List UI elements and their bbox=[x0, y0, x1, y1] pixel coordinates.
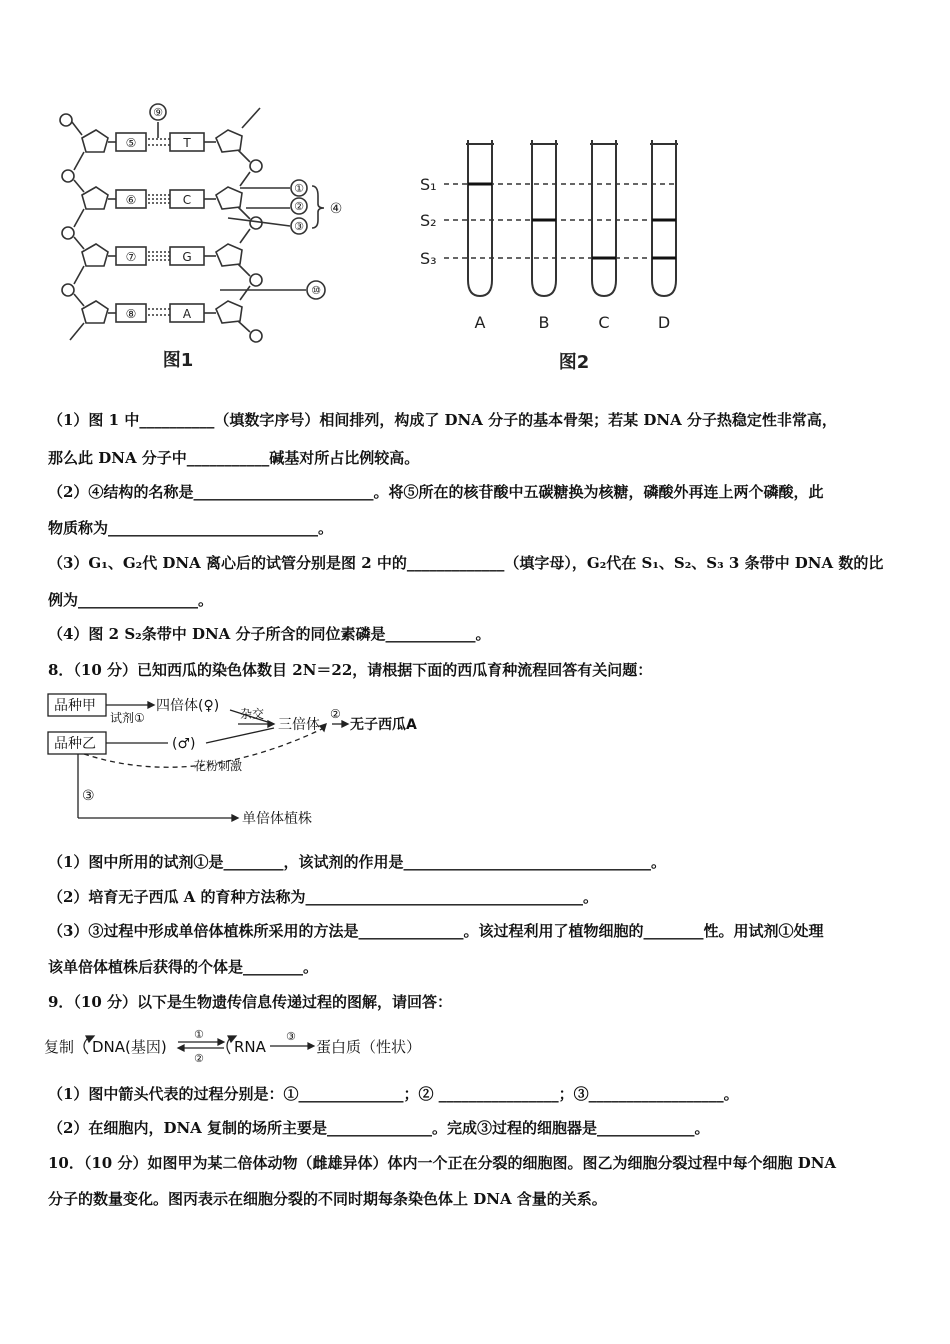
deoxyribose-pentagon bbox=[82, 130, 108, 152]
band-label-s2: S₂ bbox=[420, 211, 437, 230]
figure-2-centrifuge-tubes bbox=[410, 130, 700, 380]
q7-line-2: 那么此 DNA 分子中___________碱基对所占比例较高。 bbox=[48, 449, 420, 467]
process-1-label: ① bbox=[194, 1028, 204, 1041]
seedless-watermelon-label: 无子西瓜A bbox=[350, 717, 417, 733]
q10-line-2: 分子的数量变化。图丙表示在细胞分裂的不同时期每条染色体上 DNA 含量的关系。 bbox=[48, 1190, 607, 1208]
process-2-label: ② bbox=[194, 1052, 204, 1065]
process-3-label: ③ bbox=[286, 1030, 296, 1043]
q9-title: 9．（10 分）以下是生物遗传信息传递过程的图解，请回答： bbox=[48, 993, 453, 1011]
q9-central-dogma-diagram bbox=[44, 1026, 444, 1066]
label-1: ① bbox=[294, 182, 304, 195]
label-2: ② bbox=[294, 200, 304, 213]
tetraploid-label: 四倍体(♀) bbox=[156, 698, 220, 714]
q10-line-1: 10．（10 分）如图甲为某二倍体动物（雌雄异体）体内一个正在分裂的细胞图。图乙为细胞分裂过程中每个细胞 DNA bbox=[48, 1154, 837, 1172]
replication-label: 复制 bbox=[44, 1038, 75, 1056]
phosphate-circle bbox=[60, 114, 72, 126]
q9-line-2: （2）在细胞内，DNA 复制的场所主要是______________。完成③过程的细胞器是_____________。 bbox=[48, 1119, 710, 1137]
tube-C bbox=[592, 140, 616, 296]
tube-B bbox=[532, 140, 556, 296]
label-4: ④ bbox=[329, 201, 343, 217]
tube-D bbox=[652, 140, 676, 296]
step-2-label: ② bbox=[330, 707, 341, 721]
figure-2-caption: 图2 bbox=[558, 352, 590, 373]
base-label-6: ⑥ bbox=[125, 193, 137, 207]
q8-line-4: 该单倍体植株后获得的个体是________。 bbox=[48, 958, 319, 976]
q7-line-4: 物质称为____________________________。 bbox=[48, 519, 334, 537]
q8-line-2: （2）培育无子西瓜 A 的育种方法称为_____________________________________。 bbox=[48, 888, 599, 906]
base-T: T bbox=[183, 136, 191, 150]
base-A: A bbox=[182, 307, 192, 321]
triploid-label: 三倍体 bbox=[278, 717, 320, 733]
tube-label-B: B bbox=[538, 313, 550, 332]
cross-label: 杂交 bbox=[240, 707, 265, 721]
base-label-5: ⑤ bbox=[125, 136, 137, 150]
protein-trait-label: 蛋白质（性状） bbox=[316, 1038, 422, 1056]
box-variety-jia: 品种甲 bbox=[54, 698, 96, 714]
label-10: ⑩ bbox=[311, 284, 321, 297]
figure-1-dna-structure bbox=[50, 100, 360, 380]
base-label-8: ⑧ bbox=[125, 307, 137, 321]
tube-label-D: D bbox=[657, 313, 671, 332]
label-9: ⑨ bbox=[153, 106, 163, 119]
q7-line-7: （4）图 2 S₂条带中 DNA 分子所含的同位素磷是____________。 bbox=[48, 625, 491, 643]
pollen-stimulus-label: 花粉刺激 bbox=[194, 759, 243, 773]
base-label-7: ⑦ bbox=[125, 250, 137, 264]
tube-A bbox=[468, 140, 492, 296]
q7-line-5: （3）G₁、G₂代 DNA 离心后的试管分别是图 2 中的_____________（填字母），G₂代在 S₁、S₂、S₃ 3 条带中 DNA 数的比 bbox=[48, 554, 884, 572]
q7-line-6: 例为________________。 bbox=[48, 591, 214, 609]
rna-label: RNA bbox=[234, 1038, 266, 1056]
male-label: (♂) bbox=[172, 736, 196, 752]
reagent-label: 试剂① bbox=[110, 711, 145, 725]
band-label-s1: S₁ bbox=[420, 175, 437, 194]
band-label-s3: S₃ bbox=[420, 249, 437, 268]
q8-breeding-diagram bbox=[44, 690, 464, 830]
step-3-label: ③ bbox=[82, 788, 95, 804]
haploid-plant-label: 单倍体植株 bbox=[242, 811, 312, 827]
tube-label-C: C bbox=[598, 313, 610, 332]
label-3: ③ bbox=[294, 220, 304, 233]
tube-label-A: A bbox=[474, 313, 486, 332]
q7-line-3: （2）④结构的名称是________________________。将⑤所在的核苷酸中五碳糖换为核糖，磷酸外再连上两个磷酸，此 bbox=[48, 483, 824, 501]
q8-title: 8．（10 分）已知西瓜的染色体数目 2N＝22，请根据下面的西瓜育种流程回答有关问题： bbox=[48, 661, 653, 679]
base-C: C bbox=[182, 193, 192, 207]
box-variety-yi: 品种乙 bbox=[54, 736, 96, 752]
base-G: G bbox=[182, 250, 192, 264]
dna-gene-label: DNA(基因) bbox=[92, 1038, 167, 1056]
q9-line-1: （1）图中箭头代表的过程分别是：①______________；② ________________；③__________________。 bbox=[48, 1085, 739, 1103]
q8-line-3: （3）③过程中形成单倍体植株所采用的方法是______________。该过程利用了植物细胞的________性。用试剂①处理 bbox=[48, 922, 824, 940]
q8-line-1: （1）图中所用的试剂①是________，该试剂的作用是_________________________________。 bbox=[48, 853, 666, 871]
q7-line-1: （1）图 1 中__________（填数字序号）相间排列，构成了 DNA 分子的基本骨架；若某 DNA 分子热稳定性非常高， bbox=[48, 411, 837, 429]
figure-1-caption: 图1 bbox=[162, 350, 194, 371]
